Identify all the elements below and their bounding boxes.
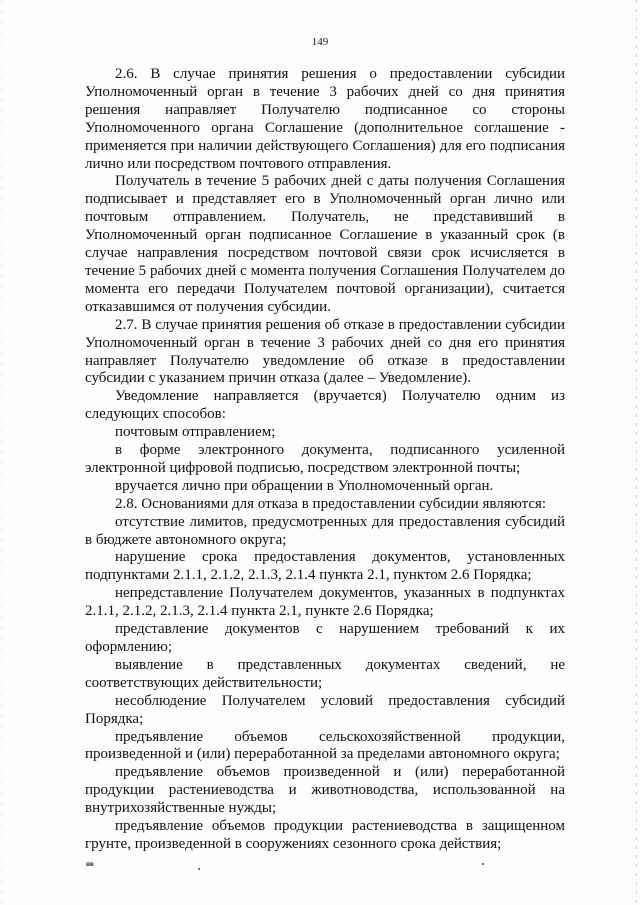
- footer-mark: нв: [86, 860, 94, 868]
- scan-speck: [482, 863, 484, 865]
- list-item-formatting-violation: представление документов с нарушением требований к их оформлению;: [85, 621, 565, 655]
- list-item-deadline-violation: нарушение срока предоставления документов, установленных подпунктами 2.1.1, 2.1.2, 2.1.3, 2.1.4 пункта 2.1, пунктом 2.6 Порядка;: [85, 549, 565, 584]
- scan-edge-left: [1, 0, 2, 905]
- scan-edge-right: [636, 0, 637, 905]
- page-number: 149: [311, 36, 329, 48]
- paragraph-2-6: 2.6. В случае принятия решения о предоставлении субсидии Уполномоченный орган в течение 3 рабочих дней со дня принятия решения направляет Получателю подписанное со стороны Уполномоченного органа Соглашение (дополнительное соглашение - применяется при наличии действующего Соглашения) для его подписания лично или посредством почтового отправления.: [85, 66, 565, 172]
- list-item-false-info: выявление в представленных документах сведений, не соответствующих действительности;: [85, 656, 565, 691]
- paragraph-2-7: 2.7. В случае принятия решения об отказе в предоставлении субсидии Уполномоченный орган в течение 3 рабочих дней со дня его принятия направляет Получателю уведомление об отказе в предоставлении субсидии с указанием причин отказа (далее – Уведомление).: [85, 316, 565, 387]
- paragraph-2-8: 2.8. Основаниями для отказа в предоставлении субсидии являются:: [115, 495, 547, 512]
- list-item-non-submission: непредставление Получателем документов, указанных в подпунктах 2.1.1, 2.1.2, 2.1.3, 2.1.4 пункта 2.1, пункте 2.6 Порядка;: [85, 585, 565, 620]
- list-item-in-person: вручается лично при обращении в Уполномоченный орган.: [115, 477, 494, 494]
- document-body: [85, 66, 565, 854]
- list-item-electronic: в форме электронного документа, подписанного усиленной электронной цифровой подписью, посредством электронной почты;: [85, 442, 565, 476]
- list-item-postal: почтовым отправлением;: [115, 424, 276, 441]
- list-item-non-compliance: несоблюдение Получателем условий предоставления субсидий Порядка;: [85, 692, 565, 727]
- list-item-outside-region: предъявление объемов сельскохозяйственной продукции, произведенной и (или) переработанной за пределами автономного округа;: [85, 728, 565, 763]
- scan-speck: [198, 868, 200, 870]
- list-item-internal-needs: предъявление объемов произведенной и (или) переработанной продукции растениеводства и животноводства, использованной на внутрихозяйственные нужды;: [85, 764, 565, 817]
- list-item-no-limits: отсутствие лимитов, предусмотренных для предоставления субсидий в бюджете автономного округа;: [85, 513, 565, 548]
- list-item-seasonal-greenhouse: предъявление объемов продукции растениеводства в защищенном грунте, произведенной в сооружениях сезонного срока действия;: [85, 818, 565, 852]
- paragraph-signing: Получатель в течение 5 рабочих дней с даты получения Соглашения подписывает и представляет его в Уполномоченный орган лично или почтовым отправлением. Получатель, не представивший в Уполномоченный орган подписанное Соглашение в указанный срок (в случае направления посредством почтовой связи срок исчисляется в течение 5 рабочих дней с момента получения Соглашения Получателем до момента его передачи Получателем почтовой организации), считается отказавшимся от получения субсидии.: [85, 173, 565, 315]
- paragraph-notice-methods: Уведомление направляется (вручается) Получателю одним из следующих способов:: [85, 388, 565, 423]
